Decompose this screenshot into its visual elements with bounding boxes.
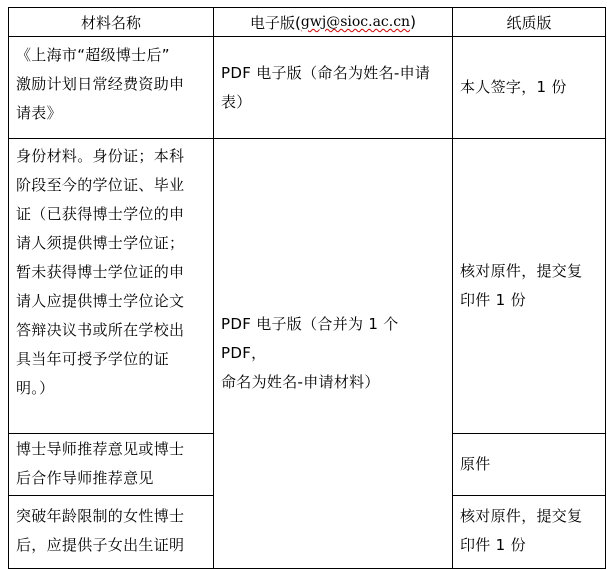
row4-name-line-1: 突破年龄限制的女性博士 xyxy=(16,507,185,525)
row1-name-line-1: 《上海市“超级博士后” xyxy=(16,46,170,64)
header-paper xyxy=(453,8,605,36)
merged-electronic-line-2: 命名为姓名-申请材料） xyxy=(221,373,380,391)
row2-material-name xyxy=(9,142,213,403)
header-electronic xyxy=(214,8,452,36)
table-border-right xyxy=(605,7,606,569)
row3-divider-left xyxy=(8,495,213,496)
row1-paper-line-1: 本人签字，1 份 xyxy=(460,78,567,96)
row3-paper-line-1: 原件 xyxy=(460,455,491,473)
row2-name-line-9: 明。） xyxy=(16,379,55,397)
row1-material-name xyxy=(9,41,213,128)
header-electronic-email[interactable]: gwj@sioc.ac.cn xyxy=(300,14,411,30)
row4-paper-line-2: 印件 1 份 xyxy=(460,536,526,554)
row2-name-line-3: 证（已获得博士学位的申 xyxy=(16,205,185,223)
row2-paper xyxy=(453,139,605,433)
row2-divider-left xyxy=(8,433,213,434)
row3-paper xyxy=(453,434,605,495)
row2-name-line-2: 阶段至今的学位证、毕业 xyxy=(16,176,185,194)
row4-name-line-2: 后，应提供子女出生证明 xyxy=(16,536,185,554)
row4-material-name xyxy=(9,502,213,560)
row1-electronic xyxy=(214,37,452,138)
header-material-name xyxy=(9,8,213,36)
header-material-name-label: 材料名称 xyxy=(80,13,141,32)
table-border-bottom xyxy=(8,568,606,569)
row3-material-name xyxy=(9,435,213,493)
row4-paper xyxy=(453,502,605,560)
row1-paper xyxy=(453,37,605,138)
header-paper-label: 纸质版 xyxy=(506,13,552,32)
row1-name-line-3: 请表》 xyxy=(16,104,62,122)
header-electronic-suffix: ) xyxy=(410,13,416,31)
row2-paper-line-2: 印件 1 份 xyxy=(460,291,526,309)
row3-divider-right xyxy=(452,495,606,496)
row3-name-line-1: 博士导师推荐意见或博士 xyxy=(16,440,185,458)
row2-name-line-5: 暂未获得博士学位证的申 xyxy=(16,263,185,281)
row3-name-line-2: 后合作导师推荐意见 xyxy=(16,469,154,487)
row1-electronic-line-2: 表） xyxy=(221,92,252,111)
row1-electronic-line-1: PDF 电子版（命名为姓名-申请 xyxy=(221,63,431,82)
row2-name-line-7: 答辩决议书或所在学校出 xyxy=(16,321,185,339)
row2-name-line-4: 请人须提供博士学位证； xyxy=(16,234,185,252)
row2-paper-line-1: 核对原件，提交复 xyxy=(460,262,583,280)
row2-name-line-6: 请人应提供博士学位论文 xyxy=(16,292,185,310)
row2-name-line-8: 具当年可授予学位的证 xyxy=(16,350,170,368)
merged-electronic xyxy=(214,139,452,568)
merged-electronic-line-1: PDF 电子版（合并为 1 个 PDF， xyxy=(221,315,399,362)
row4-paper-line-1: 核对原件，提交复 xyxy=(460,507,583,525)
row1-name-line-2: 激励计划日常经费资助申 xyxy=(16,75,185,93)
header-electronic-prefix: 电子版( xyxy=(250,13,301,32)
row2-name-line-1: 身份材料。身份证；本科 xyxy=(16,147,185,165)
